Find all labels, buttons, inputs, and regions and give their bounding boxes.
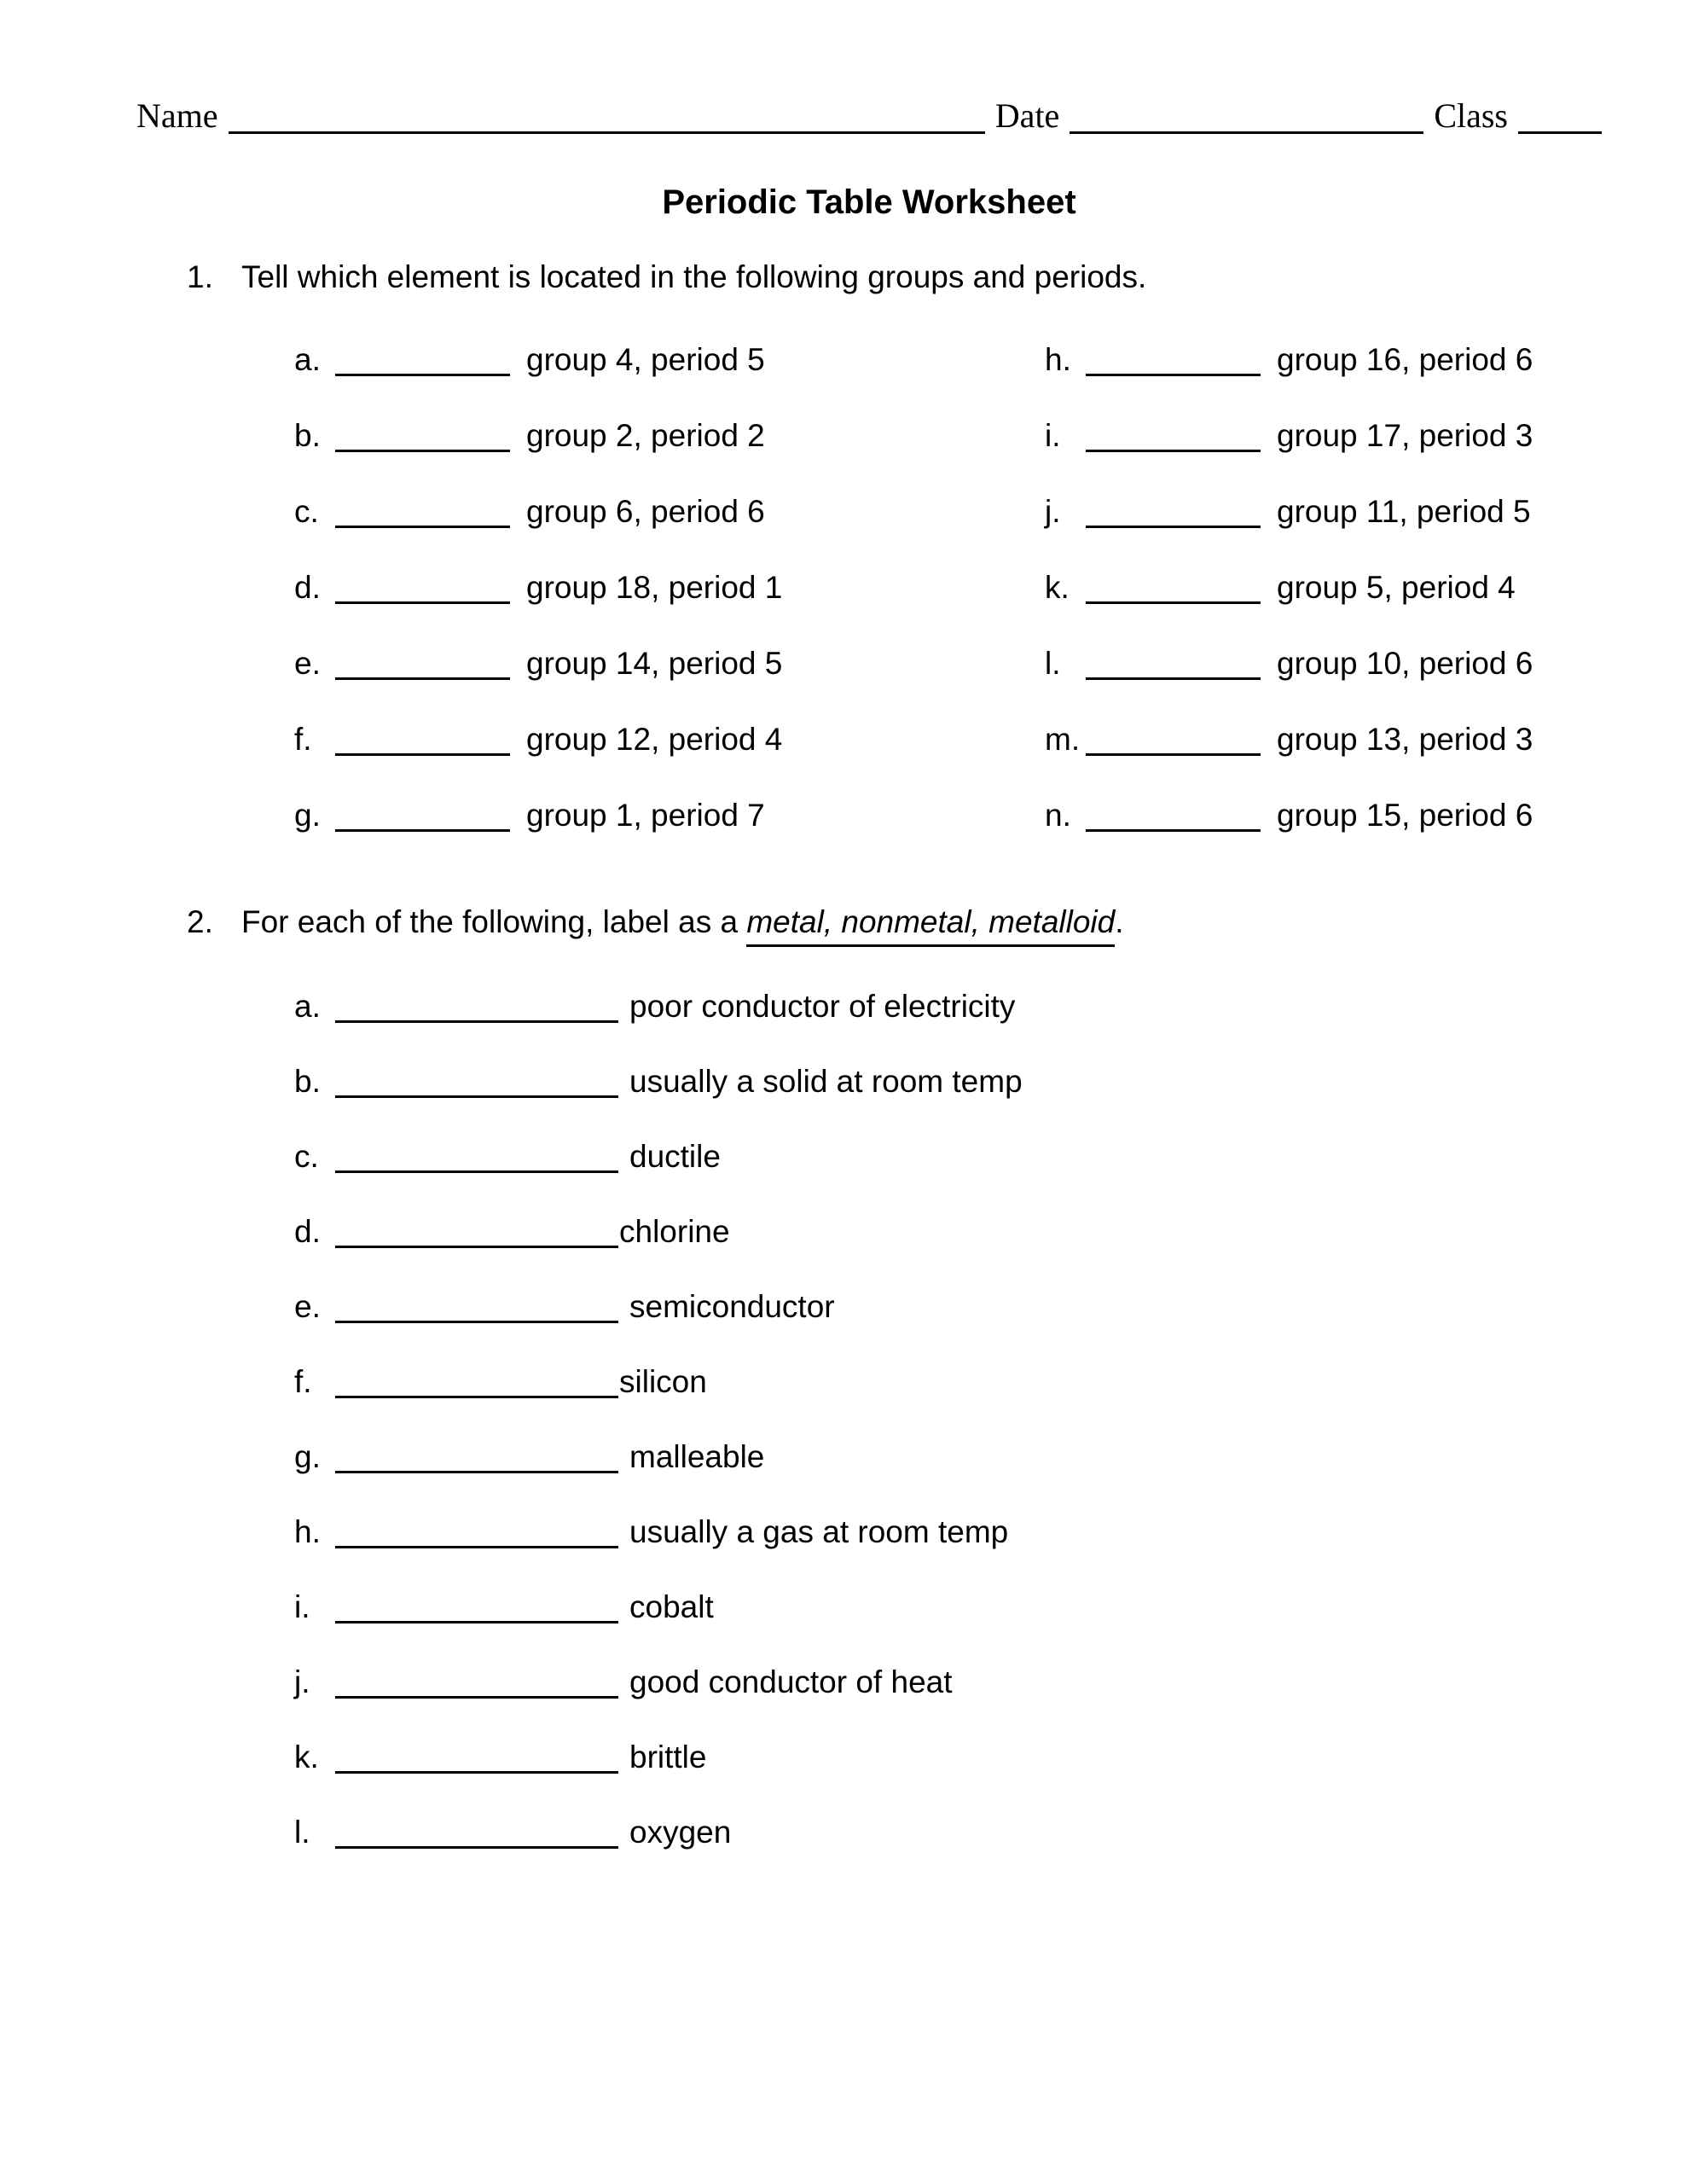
- item-letter: f.: [294, 1364, 312, 1399]
- item-letter: l.: [294, 1815, 310, 1850]
- item-label: group 17, period 3: [1277, 418, 1533, 453]
- worksheet-item: [1045, 642, 1602, 685]
- worksheet-item: [294, 1585, 1602, 1629]
- item-label: chlorine: [619, 1214, 730, 1249]
- item-label: group 5, period 4: [1277, 570, 1516, 605]
- item-label: malleable: [629, 1439, 765, 1474]
- question-prompt: Tell which element is located in the following groups and periods.: [241, 259, 1147, 294]
- worksheet-item: [294, 414, 1045, 457]
- worksheet-item: [1045, 566, 1602, 609]
- item-letter: d.: [294, 570, 321, 605]
- prompt-suffix: .: [1115, 904, 1124, 939]
- item-letter: e.: [294, 1289, 321, 1324]
- item-label: group 2, period 2: [526, 418, 765, 453]
- item-label: poor conductor of electricity: [629, 989, 1016, 1024]
- item-letter: h.: [1045, 342, 1071, 377]
- worksheet-item: [294, 717, 1045, 761]
- question-number: 1.: [187, 259, 213, 294]
- answer-blank: [1086, 601, 1261, 604]
- item-label: group 6, period 6: [526, 494, 765, 529]
- answer-blank: [1086, 374, 1261, 376]
- question-1-left-column: [294, 338, 1045, 869]
- answer-blank: [335, 677, 510, 680]
- name-label: Name: [136, 96, 218, 135]
- question-prompt: [241, 900, 1124, 947]
- answer-blank: [335, 1696, 618, 1699]
- worksheet-item: [294, 1435, 1602, 1478]
- question-1-items: [294, 338, 1602, 869]
- worksheet-item: [294, 793, 1045, 837]
- worksheet-item: [1045, 414, 1602, 457]
- date-label: Date: [994, 96, 1060, 135]
- item-letter: e.: [294, 646, 321, 681]
- emphasized-terms: metal, nonmetal, metalloid: [746, 900, 1115, 947]
- question-1-heading: [136, 255, 1602, 299]
- class-blank-line: [1518, 131, 1602, 134]
- answer-blank: [335, 1771, 618, 1774]
- item-letter: l.: [1045, 646, 1061, 681]
- item-letter: a.: [294, 989, 321, 1024]
- item-letter: i.: [1045, 418, 1061, 453]
- item-letter: h.: [294, 1514, 321, 1549]
- answer-blank: [335, 601, 510, 604]
- question-2-heading: [136, 900, 1602, 947]
- item-label: group 12, period 4: [526, 722, 783, 757]
- item-label: semiconductor: [629, 1289, 835, 1324]
- item-label: group 15, period 6: [1277, 798, 1533, 833]
- item-label: group 14, period 5: [526, 646, 783, 681]
- worksheet-item: [1045, 793, 1602, 837]
- answer-blank: [335, 1170, 618, 1173]
- header: [136, 96, 1602, 136]
- answer-blank: [335, 753, 510, 756]
- item-letter: c.: [294, 1139, 319, 1174]
- answer-blank: [335, 374, 510, 376]
- item-letter: c.: [294, 494, 319, 529]
- class-label: Class: [1434, 96, 1508, 135]
- answer-blank: [335, 1621, 618, 1623]
- worksheet-item: [294, 1810, 1602, 1854]
- item-label: ductile: [629, 1139, 721, 1174]
- answer-blank: [1086, 526, 1261, 528]
- worksheet-item: [1045, 490, 1602, 533]
- answer-blank: [1086, 753, 1261, 756]
- item-letter: g.: [294, 798, 321, 833]
- item-letter: k.: [1045, 570, 1070, 605]
- item-label: group 10, period 6: [1277, 646, 1533, 681]
- worksheet-item: [294, 985, 1602, 1028]
- item-letter: j.: [1045, 494, 1061, 529]
- item-letter: j.: [294, 1664, 310, 1699]
- answer-blank: [335, 1095, 618, 1098]
- item-letter: f.: [294, 722, 312, 757]
- worksheet-item: [294, 642, 1045, 685]
- name-blank-line: [229, 131, 985, 134]
- item-letter: m.: [1045, 722, 1081, 757]
- answer-blank: [335, 1846, 618, 1849]
- worksheet-item: [294, 1060, 1602, 1103]
- item-label: oxygen: [629, 1815, 732, 1850]
- prompt-prefix: For each of the following, label as a: [241, 904, 747, 939]
- item-label: group 4, period 5: [526, 342, 765, 377]
- answer-blank: [335, 1471, 618, 1473]
- worksheet-item: [294, 1210, 1602, 1253]
- answer-blank: [335, 1396, 618, 1398]
- item-letter: n.: [1045, 798, 1071, 833]
- worksheet-item: [294, 338, 1045, 381]
- question-1: [136, 255, 1602, 869]
- item-label: group 13, period 3: [1277, 722, 1533, 757]
- answer-blank: [335, 450, 510, 452]
- item-label: silicon: [619, 1364, 707, 1399]
- worksheet-item: [294, 1510, 1602, 1554]
- item-letter: i.: [294, 1589, 310, 1624]
- answer-blank: [335, 1546, 618, 1548]
- worksheet-item: [1045, 717, 1602, 761]
- item-label: good conductor of heat: [629, 1664, 953, 1699]
- item-letter: a.: [294, 342, 321, 377]
- item-label: group 11, period 5: [1277, 494, 1531, 529]
- answer-blank: [335, 1321, 618, 1323]
- worksheet-item: [294, 1735, 1602, 1779]
- worksheet-item: [294, 1660, 1602, 1704]
- question-number: 2.: [187, 904, 213, 939]
- question-2: [136, 900, 1602, 1854]
- date-blank-line: [1070, 131, 1423, 134]
- answer-blank: [335, 1246, 618, 1248]
- item-letter: d.: [294, 1214, 321, 1249]
- answer-blank: [1086, 450, 1261, 452]
- item-label: usually a gas at room temp: [629, 1514, 1009, 1549]
- worksheet-item: [294, 490, 1045, 533]
- item-label: cobalt: [629, 1589, 714, 1624]
- worksheet-item: [294, 566, 1045, 609]
- worksheet-item: [294, 1360, 1602, 1403]
- item-label: group 16, period 6: [1277, 342, 1533, 377]
- worksheet-item: [294, 1285, 1602, 1328]
- item-label: usually a solid at room temp: [629, 1064, 1023, 1099]
- item-label: group 1, period 7: [526, 798, 765, 833]
- worksheet-item: [294, 1135, 1602, 1178]
- answer-blank: [335, 829, 510, 832]
- page-title: Periodic Table Worksheet: [662, 183, 1076, 221]
- answer-blank: [1086, 829, 1261, 832]
- item-letter: k.: [294, 1740, 319, 1774]
- question-2-items: [294, 985, 1602, 1854]
- item-letter: b.: [294, 418, 321, 453]
- item-letter: g.: [294, 1439, 321, 1474]
- worksheet-item: [1045, 338, 1602, 381]
- item-letter: b.: [294, 1064, 321, 1099]
- answer-blank: [1086, 677, 1261, 680]
- item-label: brittle: [629, 1740, 707, 1774]
- answer-blank: [335, 1020, 618, 1023]
- answer-blank: [335, 526, 510, 528]
- question-1-right-column: [1045, 338, 1602, 869]
- item-label: group 18, period 1: [526, 570, 783, 605]
